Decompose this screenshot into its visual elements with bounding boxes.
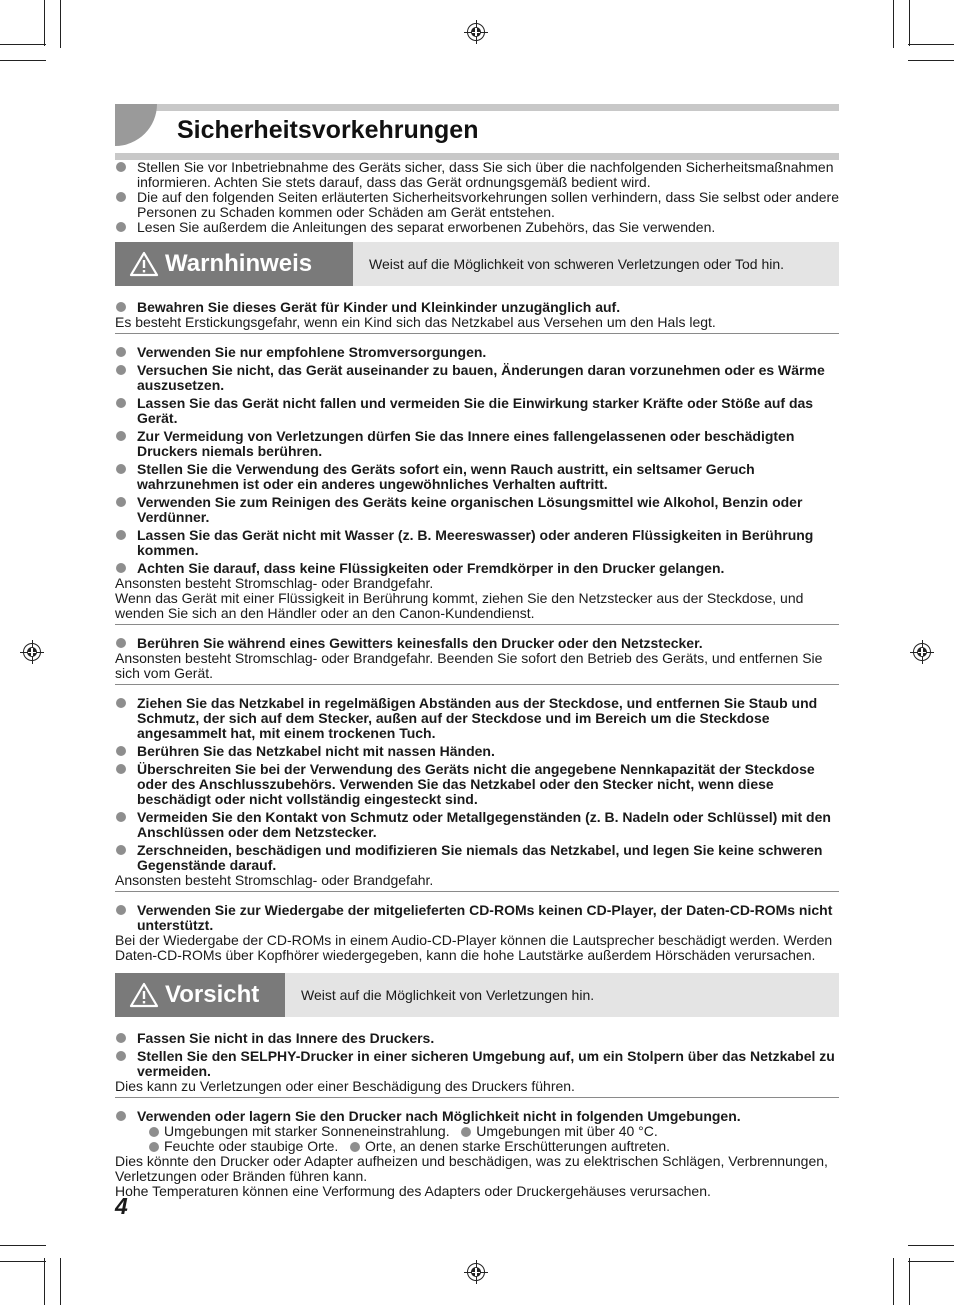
note-text: Ansonsten besteht Stromschlag- oder Brandgefahr. Beenden Sie sofort den Betrieb des Geräts, und entfernen Sie sich vom Gerät. [115,650,823,681]
list-item: Stellen Sie die Verwendung des Geräts sofort ein, wenn Rauch austritt, ein seltsamer Geruch wahrzunehmen ist oder ein anderes ungewöhnliches Verhalten auftritt. [115,462,839,492]
list-item: Zerschneiden, beschädigen und modifizieren Sie niemals das Netzkabel, und legen Sie keine schweren Gegenstände darauf. [115,843,839,873]
list-item: Lesen Sie außerdem die Anleitungen des separat erworbenen Zubehörs, das Sie verwenden. [115,220,839,235]
bullet-icon [116,530,126,540]
registration-mark [467,23,485,41]
bullet-icon [116,162,126,172]
sub-list-row: Umgebungen mit starker Sonneneinstrahlung. Umgebungen mit über 40 °C. [115,1124,839,1139]
crop-mark [893,1258,894,1305]
bullet-icon [116,812,126,822]
crop-mark [0,1261,46,1262]
crop-mark [0,60,46,61]
list-item: Zur Vermeidung von Verletzungen dürfen Sie das Innere eines fallengelassenen oder beschädigten Druckers niemals berühren. [115,429,839,459]
page-number: 4 [115,1193,128,1219]
list-item: Berühren Sie während eines Gewitters keinesfalls den Drucker oder den Netzstecker. [115,636,839,651]
intro-list [115,160,839,235]
bullet-icon [116,1051,126,1061]
bullet-icon [116,905,126,915]
note-text: Wenn das Gerät mit einer Flüssigkeit in Berührung kommt, ziehen Sie den Netzstecker aus der Steckdose, und wenden Sie sich an den Händler oder an den Canon-Kundendienst. [115,590,804,621]
list-item: Vermeiden Sie den Kontakt von Schmutz oder Metallgegenständen (z. B. Nadeln oder Schlüssel) mit den Anschlüssen oder dem Netzstecker. [115,810,839,840]
crop-mark [908,1245,954,1246]
bullet-icon [116,1033,126,1043]
bullet-icon [116,764,126,774]
list-item: Achten Sie darauf, dass keine Flüssigkeiten oder Fremdkörper in den Drucker gelangen. [115,561,839,576]
registration-mark [467,1263,485,1281]
warning-group [115,696,839,892]
list-item: Ziehen Sie das Netzkabel in regelmäßigen Abständen aus der Steckdose, und entfernen Sie Staub und Schmutz, der sich auf dem Stecker, außen auf der Steckdose und im Bereich um die Steckdose angesammelt hat, mit einem trockenen Tuch. [115,696,839,741]
crop-mark [908,1261,954,1262]
list-item: Verwenden Sie zur Wiedergabe der mitgelieferten CD-ROMs keinen CD-Player, der Daten-CD-ROMs nicht unterstützt. [115,903,839,933]
warning-group [115,903,839,966]
warning-description: Weist auf die Möglichkeit von schweren Verletzungen oder Tod hin. [369,256,785,272]
caution-group [115,1109,839,1202]
list-item: Fassen Sie nicht in das Innere des Druckers. [115,1031,839,1046]
warning-banner [115,242,839,286]
bullet-icon [149,1142,159,1152]
bullet-icon [116,347,126,357]
list-item: Stellen Sie vor Inbetriebnahme des Geräts sicher, dass Sie sich über die nachfolgenden Sicherheitsmaßnahmen informieren. Achten Sie stets darauf, dass das Gerät ordnungsgemäß bedient wird. [115,160,839,190]
page-content [115,104,839,1213]
registration-mark [913,643,931,661]
warning-group [115,636,839,685]
list-item: Verwenden Sie zum Reinigen des Geräts keine organischen Lösungsmittel wie Alkohol, Benzin oder Verdünner. [115,495,839,525]
caution-banner [115,973,839,1017]
bullet-icon [116,698,126,708]
list-item: Lassen Sie das Gerät nicht fallen und vermeiden Sie die Einwirkung starker Kräfte oder Stöße auf das Gerät. [115,396,839,426]
bullet-icon [350,1142,360,1152]
list-item: Überschreiten Sie bei der Verwendung des Geräts nicht die angegebene Nennkapazität der Steckdose oder des Anschlusszubehörs. Verwenden Sie das Netzkabel oder den Stecker nicht, wenn diese beschädigt oder nicht vollständig eingesteckt sind. [115,762,839,807]
title-rule-top [115,104,839,111]
note-text: Bei der Wiedergabe der CD-ROMs in einem Audio-CD-Player können die Lautsprecher beschädigt werden. Werden Daten-CD-ROMs über Kopfhörer wiedergegeben, kann die hohe Lautstärke außerdem Hörschäden verursachen. [115,932,833,963]
bullet-icon [116,192,126,202]
caution-label: Vorsicht [115,973,285,1017]
crop-mark [0,1245,46,1246]
page-title: Sicherheitsvorkehrungen [177,116,479,144]
bullet-icon [116,746,126,756]
bullet-icon [116,222,126,232]
caution-group [115,1031,839,1098]
caution-description: Weist auf die Möglichkeit von Verletzungen hin. [301,987,595,1003]
warning-triangle-icon [129,982,159,1008]
note-text: Es besteht Erstickungsgefahr, wenn ein Kind sich das Netzkabel aus Versehen um den Hals legt. [115,314,716,330]
warning-label: Warnhinweis [115,242,353,286]
crop-mark [909,0,910,46]
list-item: Bewahren Sie dieses Gerät für Kinder und Kleinkinder unzugänglich auf. [115,300,839,315]
crop-mark [909,1258,910,1305]
list-item: Lassen Sie das Gerät nicht mit Wasser (z. B. Meereswasser) oder anderen Flüssigkeiten in Berührung kommen. [115,528,839,558]
bullet-icon [461,1127,471,1137]
bullet-icon [116,431,126,441]
bullet-icon [116,638,126,648]
list-item: Versuchen Sie nicht, das Gerät auseinander zu bauen, Änderungen daran vorzunehmen oder es Wärme auszusetzen. [115,363,839,393]
registration-mark [23,643,41,661]
sub-list-row: Feuchte oder staubige Orte. Orte, an denen starke Erschütterungen auftreten. [115,1139,839,1154]
bullet-icon [116,563,126,573]
bullet-icon [116,302,126,312]
note-text: Dies könnte den Drucker oder Adapter aufheizen und beschädigen, was zu elektrischen Schlägen, Verbrennungen, Verletzungen oder Bränden führen kann. [115,1153,828,1184]
bullet-icon [116,464,126,474]
crop-mark [893,0,894,48]
bullet-icon [116,365,126,375]
note-text: Hohe Temperaturen können eine Verformung des Adapters oder Druckergehäuses verursachen. [115,1183,711,1199]
warning-triangle-icon [129,251,159,277]
list-item: Stellen Sie den SELPHY-Drucker in einer sicheren Umgebung auf, um ein Stolpern über das Netzkabel zu vermeiden. [115,1049,839,1079]
crop-mark [0,44,46,45]
crop-mark [44,1258,45,1305]
crop-mark [60,0,61,48]
list-item: Die auf den folgenden Seiten erläuterten Sicherheitsvorkehrungen sollen verhindern, dass Sie selbst oder andere Personen zu Schaden kommen oder Schäden am Gerät entstehen. [115,190,839,220]
title-corner-decoration [115,104,157,146]
crop-mark [908,44,954,45]
note-text: Dies kann zu Verletzungen oder einer Beschädigung des Druckers führen. [115,1078,575,1094]
crop-mark [60,1258,61,1305]
warning-group [115,345,839,625]
list-item: Verwenden Sie nur empfohlene Stromversorgungen. [115,345,839,360]
section-title-bar [115,104,839,160]
bullet-icon [116,845,126,855]
note-text: Ansonsten besteht Stromschlag- oder Brandgefahr. [115,872,434,888]
list-item: Berühren Sie das Netzkabel nicht mit nassen Händen. [115,744,839,759]
bullet-icon [116,398,126,408]
note-text: Ansonsten besteht Stromschlag- oder Brandgefahr. [115,575,434,591]
bullet-icon [116,1111,126,1121]
bullet-icon [116,497,126,507]
bullet-icon [149,1127,159,1137]
warning-group [115,300,839,334]
crop-mark [44,0,45,46]
list-item: Verwenden oder lagern Sie den Drucker nach Möglichkeit nicht in folgenden Umgebungen. [115,1109,839,1124]
crop-mark [908,60,954,61]
